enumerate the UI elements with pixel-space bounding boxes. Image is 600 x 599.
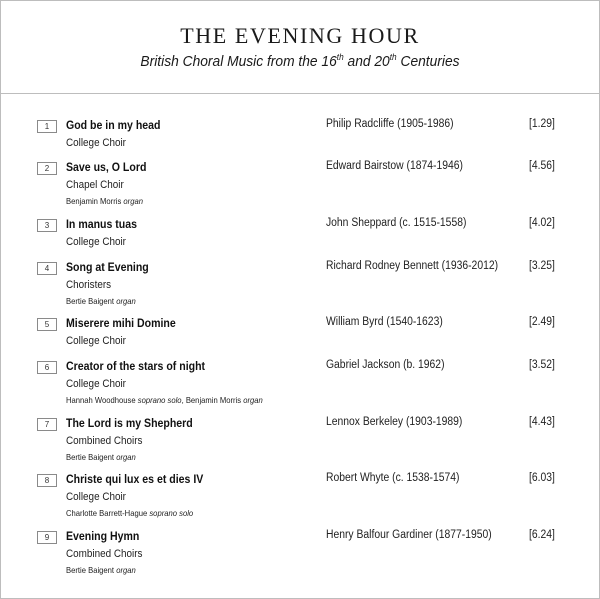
- soloist-role: soprano solo: [137, 395, 182, 405]
- track-performer: College Choir: [66, 491, 126, 503]
- track-soloists: Hannah Woodhouse soprano solo, Benjamin Morris organ: [66, 395, 263, 405]
- soloist-role: organ: [116, 452, 136, 462]
- track-number: 8: [37, 474, 57, 487]
- track-number: 6: [37, 361, 57, 374]
- track-duration: [3.52]: [529, 359, 555, 371]
- album-subtitle: [25, 53, 575, 70]
- track-duration: [4.56]: [529, 160, 555, 172]
- track-composer: John Sheppard (c. 1515-1558): [326, 217, 467, 229]
- subtitle-part: Centuries: [396, 53, 460, 70]
- track-title: The Lord is my Shepherd: [66, 416, 193, 430]
- track-soloists: [66, 452, 136, 462]
- track-duration: [3.25]: [529, 260, 555, 272]
- track-performer: College Choir: [66, 137, 126, 149]
- track-title: Evening Hymn: [66, 529, 140, 543]
- track-duration: [1.29]: [529, 118, 555, 130]
- soloist-name: Hannah Woodhouse: [66, 395, 136, 405]
- subtitle-superscript: th: [336, 52, 344, 62]
- track-title: God be in my head: [66, 118, 161, 132]
- track-performer: Choristers: [66, 279, 112, 291]
- track-composer: Robert Whyte (c. 1538-1574): [326, 472, 460, 484]
- track-performer: Combined Choirs: [66, 548, 143, 560]
- soloist-role: soprano solo: [149, 508, 194, 518]
- soloist-name: Bertie Baigent: [66, 296, 115, 306]
- soloist-name: Benjamin Morris: [66, 196, 122, 206]
- track-composer: Richard Rodney Bennett (1936-2012): [326, 260, 499, 272]
- track-composer: William Byrd (1540-1623): [326, 316, 443, 328]
- track-performer: Chapel Choir: [66, 179, 124, 191]
- track-composer: Philip Radcliffe (1905-1986): [326, 118, 454, 130]
- track-title: Miserere mihi Domine: [66, 316, 176, 330]
- soloist-name: Charlotte Barrett-Hague: [66, 508, 148, 518]
- track-duration: [6.24]: [529, 529, 555, 541]
- track-soloists: [66, 565, 136, 575]
- track-duration: [6.03]: [529, 472, 555, 484]
- track-composer: Henry Balfour Gardiner (1877-1950): [326, 529, 492, 541]
- track-performer: Combined Choirs: [66, 435, 143, 447]
- track-soloists: [66, 508, 193, 518]
- track-title: Save us, O Lord: [66, 160, 147, 174]
- track-number: 1: [37, 120, 57, 133]
- track-number: 5: [37, 318, 57, 331]
- track-soloists: [66, 196, 143, 206]
- soloist-name: Bertie Baigent: [66, 452, 115, 462]
- track-duration: [2.49]: [529, 316, 555, 328]
- track-title: Song at Evening: [66, 260, 149, 274]
- track-soloists: [66, 296, 136, 306]
- subtitle-part: and 20: [343, 53, 390, 70]
- track-number: 9: [37, 531, 57, 544]
- track-performer: College Choir: [66, 378, 126, 390]
- album-title: THE EVENING HOUR: [180, 23, 420, 48]
- subtitle-superscript: th: [389, 52, 397, 62]
- track-number: 3: [37, 219, 57, 232]
- track-title: Christe qui lux es et dies IV: [66, 472, 204, 486]
- track-composer: Gabriel Jackson (b. 1962): [326, 359, 445, 371]
- header: [1, 1, 599, 94]
- track-performer: College Choir: [66, 236, 126, 248]
- track-composer: Lennox Berkeley (1903-1989): [326, 416, 463, 428]
- track-duration: [4.02]: [529, 217, 555, 229]
- soloist-role: organ: [123, 196, 143, 206]
- soloist-name: Benjamin Morris: [185, 395, 242, 405]
- track-number: 4: [37, 262, 57, 275]
- soloist-name: Bertie Baigent: [66, 565, 115, 575]
- track-duration: [4.43]: [529, 416, 555, 428]
- track-performer: College Choir: [66, 335, 126, 347]
- track-number: 7: [37, 418, 57, 431]
- soloist-role: organ: [116, 296, 136, 306]
- subtitle-part: British Choral Music from the 16: [140, 53, 337, 70]
- track-number: 2: [37, 162, 57, 175]
- soloist-role: organ: [116, 565, 136, 575]
- track-title: Creator of the stars of night: [66, 359, 206, 373]
- track-title: In manus tuas: [66, 217, 138, 231]
- soloist-role: organ: [243, 395, 263, 405]
- track-composer: Edward Bairstow (1874-1946): [326, 160, 463, 172]
